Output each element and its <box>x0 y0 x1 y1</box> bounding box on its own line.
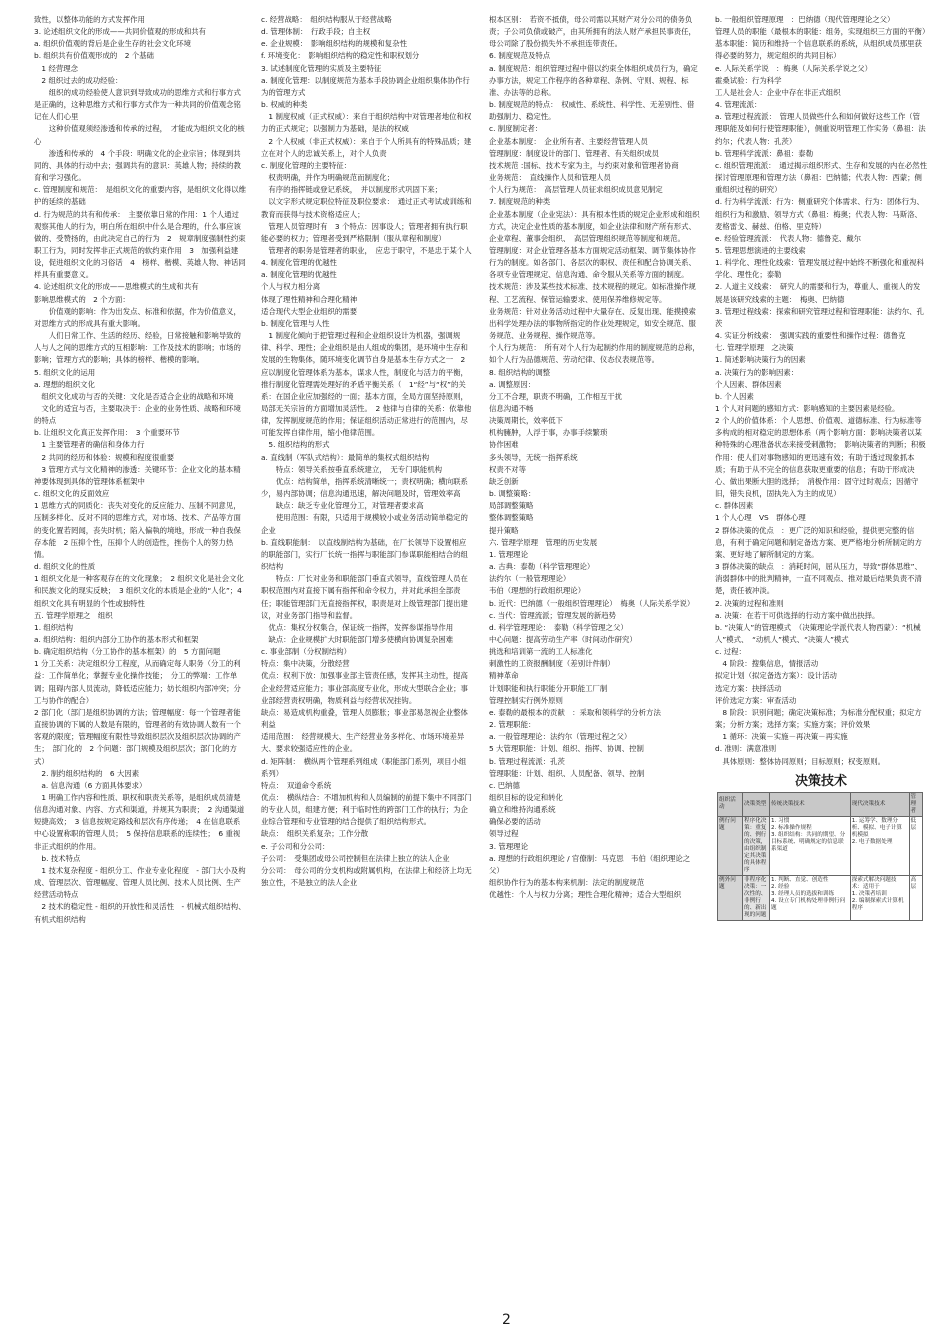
text-line: 缺点：缺乏专业化管理分工，对管理者要求高 <box>261 501 424 511</box>
text-line: 使用范围：有限，只适用于规模较小或业务活动简单稳定的企业 <box>261 513 468 535</box>
text-line: 优点： 横纵结合：不增加机构和人员编制的前提下集中不同部门的专业人员，组建方便；利于临时性的跨部门工作的执行；为企业综合管理和专业管理的结合提供了组织结构形式。 <box>261 793 472 827</box>
text-line: e. 经验管理流派： 代表人物：德鲁克、戴尔 <box>715 233 861 243</box>
table-header-row <box>718 792 923 816</box>
text-line: c. 组织管理流派： 通过揭示组织形式、生存和发展的内在必然性探讨管理原理和管理方法（鼻祖：巴纳德；代表人物：西蒙；侧重组织过程的研究） <box>715 160 927 195</box>
text-line: a. 制度规范：组织管理过程中借以约束全体组织成员行为，确定办事方法，规定工作程序的各种章程、条例、守则、规程、标准、办法等的总称。 <box>489 63 698 97</box>
table-cell-type: 非程序化决策：一次性的、非例行的、新出现的问题 <box>743 875 770 920</box>
text-line: 3 群体决策的缺点 ：消耗时间，屈从压力，导致“群体思维”、消弱群体中的批判精神，一直不同观点、推对最后结果负责不清楚，责任被冲淡。 <box>715 562 922 596</box>
text-line: 3. 试述制度化管理的实质及主要特征 <box>261 63 382 73</box>
text-line: b. 技术特点 <box>34 853 81 863</box>
text-line: d. 矩阵制： 横纵两个管理系列组成（职能部门系列，项目小组系列） <box>261 756 467 778</box>
text-line: 缺点： 组织关系复杂；工作分散 <box>261 829 369 839</box>
text-line: 优越性：个人与权力分离；理性合理化精神；适合大型组织 <box>489 890 682 900</box>
text-line: 2. 制约组织结构的 6 大因素 <box>34 768 140 778</box>
text-line: 适合现代大型企业组织的需要 <box>261 306 358 316</box>
text-column-3 <box>489 14 701 1304</box>
text-line: b. 权威的种类 <box>261 100 308 110</box>
text-line: 特点：领导关系按垂直系统建立， 无专门职能机构 <box>261 464 443 474</box>
text-line: 文化的适宜与否，主要取决于：企业的业务性质、战略和环境的特点 <box>34 404 241 426</box>
text-line: 管理职能：计划、组织、人员配备、领导、控制 <box>489 768 645 778</box>
text-line: 2 组织过去的成功经验： <box>34 75 123 85</box>
table-header-cell: 管理者 <box>909 792 923 816</box>
text-line: a. 古典：泰勒（科学管理理论） <box>489 562 595 572</box>
text-line: 个人行为规范： 高层管理人员征求组织成员意见制定 <box>489 185 663 195</box>
text-line: 特点： 双道命令系统 <box>261 780 332 790</box>
decision-table-title: 决策技术 <box>794 773 847 789</box>
text-line: 4. 实证分析线索： 强调实践的重要性和操作过程：德鲁克 <box>715 331 906 341</box>
text-line: 6. 制度规范及特点 <box>489 51 551 61</box>
text-line: 1 明确工作内容和性质、职权和职责关系等，是组织成员清楚信息沟通对象、内容、方式和渠道，并规其为职责； 2 沟通渠道短捷高效； 3 信息按规定路线和层次有序传递； 4 在信息联系中心设置称职的管理人员； 5 保持信息联系的连续性； 6 重视非正式组织的作用。 <box>34 793 245 851</box>
text-line: a. 制度化管理：以制度规范为基本手段协调企业组织集体协作行为的管理方式 <box>261 75 470 97</box>
text-line: 4. 管理流派： <box>715 100 762 110</box>
text-line: 2. 决策的过程和准则 <box>715 598 784 608</box>
text-line: 局部调整策略 <box>489 501 534 511</box>
text-line: 权责不对等 <box>489 464 526 474</box>
text-line: c. 过程： <box>715 647 746 657</box>
text-line: 1 循环：决策－实施－再决策－再实施 <box>715 732 848 742</box>
text-line: a. 直线制（军队式结构）：最简单的集权式组织结构 <box>261 452 430 462</box>
text-line: 管理者的职务是管理者的职业， 应忠于职守，不是忠于某个人 <box>261 245 472 255</box>
text-line: 管理制度：对企业管理各基本方面规定活动框架、调节集体协作行为的制度。如各部门、各层次的职权、责任和配合协调关系、各项专业管理规定、信息沟通、命令服从关系等方面的制度。 <box>489 245 696 280</box>
text-line: 个人行为规范： 所有对个人行为起制约作用的制度规范的总称，如个人行为品德规范、劳动纪律、仪态仪表规范等。 <box>489 343 700 365</box>
text-line: 1 经营理念 <box>34 63 79 73</box>
text-line: 4. 论述组织文化的形成——思维模式的生成和共有 <box>34 282 199 292</box>
text-line: b. “决策人”的管理模式 （决策理论学派代表人物西蒙）：“机械人”模式、 “动机人”模式、“决策人”模式 <box>715 622 921 644</box>
text-line: 1 个人心理 VS 群体心理 <box>715 513 806 523</box>
text-line: b. 管理过程流派：孔茨 <box>489 756 565 766</box>
text-line: 管理控制实行例外原则 <box>489 695 563 705</box>
text-line: 根本区别： 若资不抵债，母公司需以其财产对分公司的债务负责；子公司负债或破产，由其所拥有的法人财产承担民事责任，母公司除了股份损失外不承担连带责任。 <box>489 15 696 49</box>
text-line: 1. 管理理论 <box>489 549 528 559</box>
text-line: c. 经营战略： 组织结构服从于经营战略 <box>261 15 392 24</box>
text-line: 1 制度化倾向于把管理过程和企业组织设计为机器，强调规律、科学、理性；企业组织是由人组成的集团，是环境中生存和发展的生物集体，随环境变化调节自身是基本生存方式之一 2 应以制度化管理体系为基本，谋求人性，制度化与活力的平衡，推行制度化管理需处理好的矛盾平衡关系（ 1“经”与“权”的关系：在国企业应加强经的一面；基本方面，全局方面坚持原则， 局部无关宗旨的方面增加灵活性。 2 他律与自律的关系：依靠他律，发挥制度规范的作用；保证组织活动正常进行的范围内，尽可能发挥自律作用，缩小他律范围。 <box>261 331 472 438</box>
text-line: 1. 科学化、理性化线索：管理发展过程中始终不断强化和重视科学化、理性化；泰勒 <box>715 258 924 280</box>
text-line: e. 人际关系学说 ：梅奥（人际关系学说之父） <box>715 63 873 73</box>
text-line: 个人因素、群体因素 <box>715 379 782 389</box>
text-line: 确立和维持沟通系统 <box>489 805 556 815</box>
table-cell-type: 程序化决策：重复的、例行的决策，由组织制定其决策的具体程序 <box>743 816 770 875</box>
text-line: 优点：集权分权集合，保证统一指挥，发挥参谋指导作用 <box>261 622 454 632</box>
text-line: 8 阶段：识别问题；确定决策标准；为标准分配权重；拟定方案；分析方案；选择方案；实施方案；评价效果 <box>715 707 922 730</box>
text-line: b. 组织共有价值观形成的 2 个基础 <box>34 51 154 61</box>
text-line: 管理制度：制度设计的部门、管理者、有关组织成员 <box>489 148 659 158</box>
text-line: 3. 论述组织文化的形成——共同价值观的形成和共有 <box>34 27 206 37</box>
text-line: 2. 人道主义线索： 研究人的需要和行为，尊重人、重视人的发展是该研究线索的主题： 梅奥、巴纳德 <box>715 282 921 304</box>
text-line: 霍桑试验：行为科学 <box>715 75 782 85</box>
text-line: b. 个人因素 <box>715 391 754 401</box>
text-line: b. 直线职能制： 以直线制结构为基础，在厂长领导下设置相应的职能部门，实行厂长统一指挥与职能部门参谋职能相结合的组织结构 <box>261 537 468 572</box>
text-line: a. 决策：在若干可供选择的行动方案中做出抉择。 <box>715 610 880 620</box>
text-line: 计划职能和执行职能分开职能工厂制 <box>489 683 608 693</box>
table-header-cell: 传统决策技术 <box>770 792 851 816</box>
text-line: 整体调整策略 <box>489 513 534 523</box>
text-line: d. 准则：满意准则 <box>715 744 777 754</box>
text-line: 韦伯（理想的行政组织理论） <box>489 586 586 596</box>
text-line: 挑选和培训第一流的工人标准化 <box>489 647 593 657</box>
text-line: 协作困难 <box>489 440 519 450</box>
table-cell-label: 例外问题 <box>718 875 743 920</box>
text-line: c. 当代：管理流派；管理发展的新趋势 <box>489 610 617 620</box>
text-line: 管理人员管理时有 3 个特点：因事设人；管理者拥有执行职能必要的权力；管理者受到严格限制（服从章程和制度） <box>261 221 468 243</box>
text-line: 以文字形式规定职位特征及职位要求： 通过正式考试或训练和教育而获得与技术资格适应人； <box>261 197 472 219</box>
text-line: 刺激性的工资报酬制度（差别计件制） <box>489 659 615 669</box>
text-column-4 <box>715 14 927 1304</box>
document-page <box>34 14 927 1328</box>
text-line: 技术规范：涉及某些技术标准、技术规程的规定。如标准操作规程、工艺流程、保管运输要求、使用保养维修规定等。 <box>489 282 696 304</box>
text-line: 优点：结构简单，指挥系统清晰统一；责权明确；横向联系少，易内部协调；信息沟通迅速，解决问题及时，管理效率高 <box>261 476 468 499</box>
text-line: 4 阶段：搜集信息，情报活动 <box>715 659 819 669</box>
text-line: a. 管理过程流派： 管理人员做些什么和如何做好这些工作（管理职能及如何行使管理职能），侧重说明管理工作实务（鼻祖：法约尔；代表人物：孔茨） <box>715 112 926 146</box>
text-line: 中心问题：提高劳动生产率（时间动作研究） <box>489 634 637 644</box>
text-line: 这种价值观须经渗透和传承的过程， 才能成为组织文化的核心 <box>34 124 245 146</box>
text-line: a. 一般管理理论：法约尔（管理过程之父） <box>489 732 632 742</box>
table-header-cell: 组织活动 <box>718 792 743 816</box>
text-line: 适用范围： 经营规模大、生产经营业务多样化、市场环境差异大、要求较强适应性的企业。 <box>261 732 465 754</box>
text-line: 5. 组织文化的运用 <box>34 367 96 377</box>
text-column-2 <box>261 14 473 1304</box>
text-line: a. 组织价值观的背后是企业生存的社会文化环境 <box>34 39 192 49</box>
text-line: 评价选定方案：审查活动 <box>715 695 797 705</box>
text-line: 5. 组织结构的形式 <box>261 440 330 450</box>
text-line: 五. 管理学原理之 组织 <box>34 610 113 620</box>
text-column-1 <box>34 14 246 1304</box>
text-line: 分公司： 母公司的分支机构或附属机构，在法律上和经济上均无独立性，不是独立的法人企业 <box>261 865 472 888</box>
text-line: b. 制度规范的特点： 权威性、系统性、科学性、无差别性、借助强制力、稳定性。 <box>489 100 695 122</box>
table-cell-manager: 低层 <box>909 816 923 875</box>
text-line: d. 科学管理理论： 泰勒（科学管理之父） <box>489 622 628 632</box>
text-line: 7. 制度规范的种类 <box>489 197 551 207</box>
text-line: 2 共同的经历和体验：规模和程度很重要 <box>34 452 175 462</box>
text-line: 有序的指挥链或登记系统， 并以制度形式巩固下来； <box>261 185 443 195</box>
text-line: 优点：权利下放：加强事业部主管责任感，发挥其主动性，提高企业经营适应能力；事业部高度专业化，形成大型联合企业；事业部经营责权明确，物质利益与经营状况挂钩。 <box>261 671 468 705</box>
table-row <box>718 816 923 875</box>
text-line: 缺点：易造成机构重叠，管理人员膨胀；事业部易忽视企业整体利益 <box>261 707 468 730</box>
text-line: 拟定计划（拟定备选方案）：设计活动 <box>715 671 837 681</box>
text-line: 特点：厂长对业务和职能部门垂直式领导，直线管理人员在职权范围内对直接下属有指挥和命令权力，并对此承担全部责任；职能管理部门无直接指挥权，职责是对上级管理部门提出建议，对业务部门指导和监督。 <box>261 574 468 620</box>
text-line: 人们日常工作、生活的经历、经验，日常接触和影响导致的人与人之间的思维方式的互相影响：工作及技术的影响；市场的影响；管理方式的影响；具体的榜样、楷模的影响。 <box>34 331 241 365</box>
text-line: 影响思维模式的 2 个方面： <box>34 294 130 304</box>
text-line: a. 调整原因： <box>489 379 536 389</box>
text-line: e. 泰勒的最根本的贡献 ：采取和领科学的分析方法 <box>489 707 661 717</box>
text-line: 分工不合理，职责不明确，工作相互干扰 <box>489 391 623 401</box>
text-line: 法约尔（一般管理理论） <box>489 574 571 584</box>
text-line: a. 决策行为的影响因素： <box>715 367 799 377</box>
text-line: 个人与权力相分离 <box>261 282 321 292</box>
text-line: c. 巴纳德 <box>489 780 520 790</box>
text-line: 六. 管理学原理 管理的历史发展 <box>489 537 598 547</box>
text-line: a. 理想的组织文化 <box>34 379 95 389</box>
text-line: a. 组织结构：组织内部分工协作的基本形式和框架 <box>34 634 199 644</box>
text-line: 技术规范 :国标、技术专家为主，与约束对象和管理者协商 <box>489 160 679 170</box>
text-line: 具体原则：整体协同原则；目标原则；权变原则。 <box>715 756 885 766</box>
text-line: 业务规范： 直线操作人员和管理人员 <box>489 173 611 183</box>
text-line: 1 技术复杂程度 - 组织分工、作业专业化程度 - 部门大小及构成、管理层次、管理幅度、管理人员比例、技术人员比例、生产经营活动特点 <box>34 865 246 900</box>
table-cell-manager: 高层 <box>909 875 923 920</box>
text-line: 组织的成功经验使人意识到导致成功的思维方式和行事方式是正确的，这种思维方式和行事方式作为一种共同的价值观念铭记在人们心里 <box>34 87 241 122</box>
text-line: d. 组织文化的性质 <box>34 562 96 572</box>
text-line: 价值观的影响：作为出发点、标准和依据，作为价值意义，对思维方式的形成具有重大影响。 <box>34 306 241 328</box>
text-line: 8. 组织结构的调整 <box>489 367 551 377</box>
text-line: 组织文化成功与否的关键：文化是否适合企业的战略和环境 <box>34 391 234 401</box>
text-line: 4. 制度化管理的优越性 <box>261 258 337 268</box>
table-cell-traditional: 1. 习惯 2. 标准操作规程 3. 组织结构：共同的期望、分目标系统、明确规定的信息联系渠道 <box>770 816 851 875</box>
text-line: 机构臃肿，人浮于事，办事手续繁琐 <box>489 428 608 438</box>
text-line: c. 群体因素 <box>715 501 754 511</box>
text-line: 决策周期长，效率低下 <box>489 416 563 426</box>
text-line: b. 近代：巴纳德（一般组织管理理论） 梅奥（人际关系学说） <box>489 598 695 608</box>
text-line: 精神革命 <box>489 671 519 681</box>
text-line: a. 信息沟通（6 方面具体要求） <box>34 780 147 790</box>
text-line: 1 组织文化是一种客观存在的文化现象； 2 组织文化是社会文化和民族文化的现实反映； 3 组织文化的本质是企业的“人化”；4 组织文化具有明显的个性或独特性 <box>34 574 244 608</box>
table-cell-traditional: 1. 判断、直觉、创造性 2. 经验 3. 经理人员的选拔和训练 4. 设立专门机构处理非例行问题 <box>770 875 851 920</box>
text-line: 信息沟通不畅 <box>489 404 534 413</box>
text-line: b. 调整策略： <box>489 489 536 499</box>
text-line: 企业基本制度（企业宪法）：具有根本性质的规定企业形成和组织方式，决定企业性质的基本制度，如企业法律和财产所有形式、 企业章程、董事会组织、 高层管理组织规范等制度和规范。 <box>489 209 700 243</box>
text-line: b. 让组织文化真正发挥作用： 3 个重要环节 <box>34 428 180 438</box>
text-line: 缺点：企业规模扩大时职能部门增多使横向协调复杂困难 <box>261 634 454 644</box>
text-line: 特点：集中决策，分散经营 <box>261 659 350 669</box>
text-line: b. 制度化管理与人性 <box>261 318 330 328</box>
text-line: d. 行为科学流派：行为：侧重研究个体需求、行为：团体行为、组织行为和激励、领导方式（鼻祖：梅奥；代表人物：马斯洛、麦格雷戈、赫兹、伯格、里克特） <box>715 197 924 231</box>
text-line: 领导过程 <box>489 829 519 839</box>
table-cell-modern: 探索式解决问题技术：适用于 1. 决策者培训 2. 编制探索式计算机程序 <box>850 875 909 920</box>
text-line: 1 主要管理者的确信和身体力行 <box>34 440 145 450</box>
text-line: 组织协作行为的基本构来机制：法定的制度规范 <box>489 878 645 888</box>
text-line: 2. 管理职能： <box>489 720 536 730</box>
text-line: e. 子公司和分公司： <box>261 841 330 851</box>
text-line: b. 确定组织结构（分工协作的基本框架）的 5 方面问题 <box>34 647 221 657</box>
text-line: 企业基本制度： 企业所有者、主要经营管理人员 <box>489 136 648 146</box>
text-line: 管理人员的职能（最根本的职能：组务，实现组织三方面的平衡）基本职能：简历和维持一个信息联系的系统，从组织成员那里获得必要的努力，规定组织的共同目标） <box>715 27 926 61</box>
text-line: 选定方案：抉择活动 <box>715 683 782 693</box>
text-line: b. 一般组织管理原理 ：巴纳德（现代管理理论之父） <box>715 15 895 24</box>
text-line: 1. 简述影响决策行为的因素 <box>715 355 806 365</box>
text-line: c. 制度制定者： <box>489 124 543 134</box>
text-line: 5. 管理思想演进的主要线索 <box>715 245 806 255</box>
text-line: 渗透和传承的 4 个手段：明确文化的企业宗旨；体现到共同的、具体的行动中去；强调共有的意识：英雄人物；持续的教育和学习强化。 <box>34 148 241 183</box>
table-header-cell: 决策类型 <box>743 792 770 816</box>
text-line: c. 组织文化的反面效应 <box>34 489 110 499</box>
text-line: 缺乏创新 <box>489 476 519 486</box>
text-line: 2 个人的价值体系：个人思想、价值观、道德标准、行为标准等多构成的相对稳定的思想体系（两个影响方面：影响决策者以某种特殊的心理准备状态来接受刺激物； 影响决策者的判断；积极作用：使人们对事物感知的更迅速有效；有助于透过现象抓本质；有助于从不完全的信息获取更重要的信息；有助于形成决心、做出果断大胆的选择； 消极作用：固守过时观点；因循守旧，错失良机，固执先入为主的成见） <box>715 416 926 499</box>
text-line: 3. 管理过程线索：探索和研究管理过程和管理职能：法约尔、孔茨 <box>715 306 924 328</box>
text-line: 七. 管理学原理 之决策 <box>715 343 794 353</box>
text-line: 3. 管理理论 <box>489 841 528 851</box>
text-line: c. 事业部制（分权制结构） <box>261 647 352 657</box>
text-line: 致性，以整体功能的方式发挥作用 <box>34 15 145 24</box>
column-4-text <box>715 14 927 768</box>
text-line: 多头领导，无统一指挥系统 <box>489 452 578 462</box>
text-line: b. 管理科学流派：鼻祖：泰勒 <box>715 148 814 158</box>
text-line: 体现了理性精神和合理化精神 <box>261 294 358 304</box>
text-line: 子公司： 受集团或母公司控制但在法律上独立的法人企业 <box>261 853 450 863</box>
text-line: f. 环境变化： 影响组织结构的稳定性和职权划分 <box>261 51 420 61</box>
text-line: 业务规范：针对业务活动过程中大量存在、反复出现、能摸摸索出科学处理办法的事物所指定的作业处理规定，如安全规范、服务规范、业务规程、操作规范等。 <box>489 306 696 341</box>
text-line: 1 分工关系：决定组织分工程度，从而确定每人职务（分工的利益：工作简单化；掌握专业化操作技能； 分工的弊端：工作单调；阻碍内部人员流动，降低适应能力；妨长组织内部冲突；分工与协作的配合） <box>34 659 241 705</box>
text-line: 工人是社会人：企业中存在非正式组织 <box>715 87 841 97</box>
text-line: 2 群体决策的优点 ：更广泛的知识和经验，提供更完整的信息，有利于确定问题和制定备选方案、更严格地分析所制定的方案、更好地了解所制定的方案。 <box>715 525 922 559</box>
text-line: 2 技术的稳定性 - 组织的开放性和灵活性 - 机械式组织结构、有机式组织结构 <box>34 902 246 924</box>
text-line: 1 思维方式的同质化：丧失对变化的反应能力、压制不同意见，压制多样化、反对不同的思维方式，对市场、技术、产品等方面的变化置若罔闻，丧失时机；陷入偏執的境地，形成一种自我保存本能 2 压抑个性，压抑个人的创造性，挫伤个人的努力热情。 <box>34 501 241 559</box>
text-line: 1 个人对问题的感知方式：影响感知的主要因素是经验。 <box>715 404 900 413</box>
table-row <box>718 875 923 920</box>
text-line: 1 制度权威（正式权威）：来自于组织结构中对管理者地位和权力的正式规定；以强制力为基础，是法的权威 <box>261 112 472 134</box>
text-line: 提升策略 <box>489 525 519 535</box>
text-line: d. 管理体制： 行政手段；自主权 <box>261 27 371 37</box>
text-line: c. 管理制度和规范： 是组织文化的重要内容，是组织文化得以维护的延续的基础 <box>34 185 246 207</box>
text-line: 确保必要的活动 <box>489 817 541 827</box>
text-line: 组织目标的设定和转化 <box>489 793 563 802</box>
text-line: 2 部门化（部门是组织协调的方法；管理幅度：每一个管理者能直接协调的下属的人数是有限的，管理者的有效协调人数有一个客观的限度；管理幅度有限性导致组织层次及组织层次协调的产生； 部门化的 2 个问题：部门规模及组织层次；部门化的方式） <box>34 707 241 766</box>
text-line: 5 大管理职能：计划、组织、指挥、协调、控制 <box>489 744 644 754</box>
text-line: 2 个人权威（非正式权威）：来自于个人所具有的特殊品质；建立在对个人的忠诚关系上，对个人负责 <box>261 136 472 158</box>
page-number: 2 <box>502 1312 511 1328</box>
decision-technique-table <box>717 792 923 921</box>
text-line: a. 制度化管理的优越性 <box>261 270 337 280</box>
table-cell-modern: 1. 运筹学、数理分析、模拟、电子计算机模拟 2. 电子数据处理 <box>850 816 909 875</box>
text-line: e. 企业规模： 影响组织结构的规模和复杂性 <box>261 39 407 49</box>
text-line: 3 管理方式与文化精神的渗透：关键环节：企业文化的基本精神要体现到具体的管理体系框架中 <box>34 464 241 486</box>
text-line: a. 理想的行政组织理论 / 官僚制：马克思 韦伯（组织理论之父） <box>489 853 691 875</box>
text-line: c. 制度化管理的主要特征： <box>261 160 352 170</box>
text-line: d. 行为规范的共有和传承： 主要依靠日常的作用：1 个人通过观察其他人的行为，明白所在组织中什么是合理的，什么事应该做的、受赞扬的，由此决定自己的行为 2 规章制度强制性约束职工行为，同时发挥非正式规范的软约束作用 3 加强利益建设，促进组织文化的习俗话 4 榜样、楷模、英雄人物、神话同样具有重要意义。 <box>34 209 246 280</box>
table-cell-label: 例行问题 <box>718 816 743 875</box>
table-header-cell: 现代决策技术 <box>850 792 909 816</box>
text-line: 权责明确，并作为明确规范而制度化； <box>261 173 395 183</box>
text-line: 1. 组织结构 <box>34 622 73 632</box>
